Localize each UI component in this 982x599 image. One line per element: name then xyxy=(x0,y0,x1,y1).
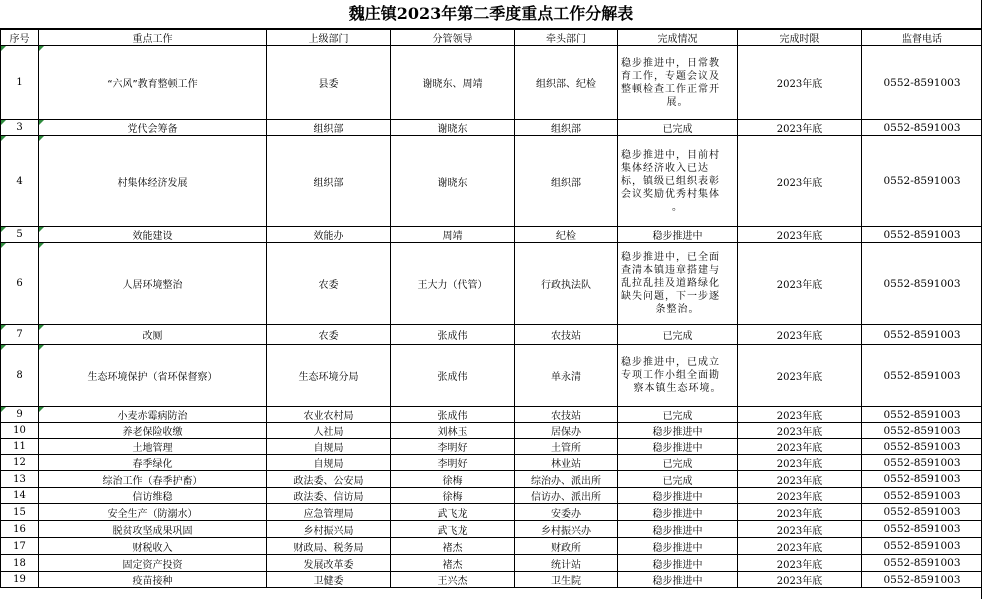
cell-phone[interactable]: 0552-8591003 xyxy=(862,46,982,120)
cell-no[interactable]: 11 xyxy=(1,439,39,455)
cell-task[interactable]: 固定资产投资 xyxy=(39,555,267,572)
cell-no[interactable]: 9 xyxy=(1,407,39,423)
cell-lead[interactable]: 组织部、纪检 xyxy=(515,46,618,120)
cell-no[interactable]: 12 xyxy=(1,455,39,471)
cell-lead[interactable]: 林业站 xyxy=(515,455,618,471)
cell-dept[interactable]: 政法委、公安局 xyxy=(267,471,391,488)
status-line: 稳步推进中，已成立 xyxy=(621,357,720,368)
status-line: 稳步推进中，日常教 xyxy=(621,57,720,69)
cell-leader[interactable]: 王大力（代管） xyxy=(391,243,515,325)
cell-no[interactable]: 10 xyxy=(1,423,39,439)
cell-lead[interactable]: 农技站 xyxy=(515,325,618,345)
cell-deadline[interactable]: 2023年底 xyxy=(738,120,862,136)
cell-no[interactable]: 7 xyxy=(1,325,39,345)
cell-deadline[interactable]: 2023年底 xyxy=(738,243,862,325)
cell-task[interactable]: 安全生产（防溺水） xyxy=(39,504,267,521)
cell-lead[interactable]: 卫生院 xyxy=(515,572,618,588)
cell-status[interactable]: 稳步推进中 xyxy=(618,439,738,455)
cell-lead[interactable]: 单永清 xyxy=(515,345,618,407)
work-table xyxy=(0,29,982,588)
table-row xyxy=(1,136,982,227)
header-cell[interactable]: 序号 xyxy=(1,30,39,46)
table-row xyxy=(1,243,982,325)
cell-no[interactable]: 19 xyxy=(1,572,39,588)
table-row xyxy=(1,46,982,120)
cell-leader[interactable]: 褚杰 xyxy=(391,555,515,572)
cell-dept[interactable]: 卫健委 xyxy=(267,572,391,588)
cell-status[interactable]: 稳步推进中 xyxy=(618,521,738,538)
cell-status[interactable]: 稳步推进中 xyxy=(618,423,738,439)
cell-dept[interactable]: 乡村振兴局 xyxy=(267,521,391,538)
table-row xyxy=(1,325,982,345)
cell-phone[interactable]: 0552-8591003 xyxy=(862,455,982,471)
cell-status[interactable]: 稳步推进中 xyxy=(618,504,738,521)
cell-task[interactable]: 效能建设 xyxy=(39,227,267,243)
cell-task[interactable]: 生态环境保护（省环保督察） xyxy=(39,345,267,407)
status-line: 察本镇生态环境。 xyxy=(633,383,722,394)
cell-dept[interactable]: 农委 xyxy=(267,243,391,325)
status-line: 条整治。 xyxy=(655,304,700,315)
cell-status[interactable]: 稳步推进中 xyxy=(618,572,738,588)
cell-lead[interactable]: 乡村振兴办 xyxy=(515,521,618,538)
cell-deadline[interactable]: 2023年底 xyxy=(738,345,862,407)
cell-dept[interactable]: 效能办 xyxy=(267,227,391,243)
status-line: 整顿检查工作正常开 xyxy=(621,83,720,95)
status-line: 稳步推进中，目前村 xyxy=(621,149,720,161)
cell-phone[interactable]: 0552-8591003 xyxy=(862,504,982,521)
cell-status[interactable] xyxy=(618,136,738,227)
cell-phone[interactable]: 0552-8591003 xyxy=(862,572,982,588)
cell-phone[interactable]: 0552-8591003 xyxy=(862,345,982,407)
header-cell[interactable]: 监督电话 xyxy=(862,30,982,46)
cell-leader[interactable]: 张成伟 xyxy=(391,345,515,407)
cell-leader[interactable]: 张成伟 xyxy=(391,325,515,345)
cell-task[interactable]: 疫苗接种 xyxy=(39,572,267,588)
cell-lead[interactable]: 统计站 xyxy=(515,555,618,572)
cell-phone[interactable]: 0552-8591003 xyxy=(862,136,982,227)
cell-no[interactable]: 6 xyxy=(1,243,39,325)
cell-no[interactable]: 4 xyxy=(1,136,39,227)
cell-status[interactable]: 稳步推进中 xyxy=(618,555,738,572)
cell-dept[interactable]: 财政局、税务局 xyxy=(267,538,391,555)
table-row xyxy=(1,407,982,423)
cell-no[interactable]: 17 xyxy=(1,538,39,555)
cell-deadline[interactable]: 2023年底 xyxy=(738,227,862,243)
cell-leader[interactable]: 张成伟 xyxy=(391,407,515,423)
table-row xyxy=(1,227,982,243)
cell-lead[interactable]: 农技站 xyxy=(515,407,618,423)
cell-phone[interactable]: 0552-8591003 xyxy=(862,423,982,439)
cell-dept[interactable]: 县委 xyxy=(267,46,391,120)
cell-deadline[interactable]: 2023年底 xyxy=(738,136,862,227)
cell-task[interactable]: 小麦赤霉病防治 xyxy=(39,407,267,423)
table-row xyxy=(1,521,982,538)
cell-status[interactable] xyxy=(618,243,738,325)
table-row xyxy=(1,439,982,455)
cell-phone[interactable]: 0552-8591003 xyxy=(862,120,982,136)
cell-status[interactable] xyxy=(618,345,738,407)
status-line: 育工作，专题会议及 xyxy=(621,70,720,82)
cell-dept[interactable]: 人社局 xyxy=(267,423,391,439)
cell-lead[interactable]: 纪检 xyxy=(515,227,618,243)
cell-no[interactable]: 5 xyxy=(1,227,39,243)
table-row xyxy=(1,423,982,439)
cell-status[interactable]: 稳步推进中 xyxy=(618,538,738,555)
cell-phone[interactable]: 0552-8591003 xyxy=(862,488,982,504)
cell-no[interactable]: 1 xyxy=(1,46,39,120)
cell-status[interactable]: 稳步推进中 xyxy=(618,227,738,243)
cell-no[interactable]: 13 xyxy=(1,471,39,488)
cell-lead[interactable]: 组织部 xyxy=(515,136,618,227)
cell-lead[interactable]: 组织部 xyxy=(515,120,618,136)
cell-phone[interactable]: 0552-8591003 xyxy=(862,407,982,423)
status-line: 缺失问题，下一步逐 xyxy=(621,291,720,302)
cell-leader[interactable]: 谢晓东、周靖 xyxy=(391,46,515,120)
cell-deadline[interactable]: 2023年底 xyxy=(738,572,862,588)
table-row xyxy=(1,488,982,504)
cell-leader[interactable]: 徐梅 xyxy=(391,471,515,488)
cell-dept[interactable]: 政法委、信访局 xyxy=(267,488,391,504)
cell-task[interactable]: 村集体经济发展 xyxy=(39,136,267,227)
cell-status[interactable]: 已完成 xyxy=(618,407,738,423)
cell-task[interactable]: 信访维稳 xyxy=(39,488,267,504)
cell-dept[interactable]: 自规局 xyxy=(267,439,391,455)
cell-deadline[interactable]: 2023年底 xyxy=(738,423,862,439)
cell-leader[interactable]: 武飞龙 xyxy=(391,504,515,521)
cell-status[interactable]: 已完成 xyxy=(618,471,738,488)
cell-task[interactable]: 养老保险收缴 xyxy=(39,423,267,439)
table-row xyxy=(1,504,982,521)
cell-deadline[interactable]: 2023年底 xyxy=(738,555,862,572)
cell-dept[interactable]: 农业农村局 xyxy=(267,407,391,423)
cell-lead[interactable]: 安委办 xyxy=(515,504,618,521)
cell-deadline[interactable]: 2023年底 xyxy=(738,504,862,521)
cell-task[interactable]: 脱贫攻坚成果巩固 xyxy=(39,521,267,538)
cell-leader[interactable]: 谢晓东 xyxy=(391,136,515,227)
table-row xyxy=(1,555,982,572)
cell-leader[interactable]: 刘林玉 xyxy=(391,423,515,439)
cell-task[interactable]: 土地管理 xyxy=(39,439,267,455)
cell-leader[interactable]: 徐梅 xyxy=(391,488,515,504)
table-row xyxy=(1,572,982,588)
cell-phone[interactable]: 0552-8591003 xyxy=(862,538,982,555)
cell-deadline[interactable]: 2023年底 xyxy=(738,538,862,555)
status-line: 。 xyxy=(672,201,683,213)
cell-lead[interactable]: 信访办、派出所 xyxy=(515,488,618,504)
header-row xyxy=(1,30,982,46)
cell-no[interactable]: 16 xyxy=(1,521,39,538)
cell-dept[interactable]: 自规局 xyxy=(267,455,391,471)
cell-leader[interactable]: 李明好 xyxy=(391,455,515,471)
header-cell[interactable]: 完成时限 xyxy=(738,30,862,46)
header-cell[interactable]: 分管领导 xyxy=(391,30,515,46)
cell-phone[interactable]: 0552-8591003 xyxy=(862,555,982,572)
cell-deadline[interactable]: 2023年底 xyxy=(738,471,862,488)
cell-task[interactable]: 人居环境整治 xyxy=(39,243,267,325)
cell-lead[interactable]: 综治办、派出所 xyxy=(515,471,618,488)
cell-no[interactable]: 18 xyxy=(1,555,39,572)
status-line: 乱拉乱挂及道路绿化 xyxy=(621,278,720,289)
cell-deadline[interactable]: 2023年底 xyxy=(738,439,862,455)
cell-task[interactable]: 党代会筹备 xyxy=(39,120,267,136)
cell-leader[interactable]: 李明好 xyxy=(391,439,515,455)
cell-no[interactable]: 14 xyxy=(1,488,39,504)
status-line: 专项工作小组全面勘 xyxy=(621,370,720,381)
cell-phone[interactable]: 0552-8591003 xyxy=(862,325,982,345)
cell-task[interactable]: 财税收入 xyxy=(39,538,267,555)
cell-deadline[interactable]: 2023年底 xyxy=(738,325,862,345)
cell-phone[interactable]: 0552-8591003 xyxy=(862,243,982,325)
cell-dept[interactable]: 组织部 xyxy=(267,120,391,136)
cell-deadline[interactable]: 2023年底 xyxy=(738,521,862,538)
cell-lead[interactable]: 居保办 xyxy=(515,423,618,439)
cell-lead[interactable]: 土管所 xyxy=(515,439,618,455)
cell-no[interactable]: 8 xyxy=(1,345,39,407)
status-line: 展。 xyxy=(666,96,689,108)
cell-no[interactable]: 15 xyxy=(1,504,39,521)
cell-lead[interactable]: 财政所 xyxy=(515,538,618,555)
cell-phone[interactable]: 0552-8591003 xyxy=(862,227,982,243)
table-row xyxy=(1,345,982,407)
cell-task[interactable]: 综治工作（春季护畜） xyxy=(39,471,267,488)
cell-phone[interactable]: 0552-8591003 xyxy=(862,521,982,538)
cell-status[interactable]: 已完成 xyxy=(618,455,738,471)
status-line: 查清本镇违章搭建与 xyxy=(621,265,720,276)
cell-dept[interactable]: 应急管理局 xyxy=(267,504,391,521)
cell-status[interactable]: 已完成 xyxy=(618,325,738,345)
status-line: 稳步推进中，已全面 xyxy=(621,252,720,263)
header-cell[interactable]: 牵头部门 xyxy=(515,30,618,46)
sheet-title: 魏庄镇2023年第二季度重点工作分解表 xyxy=(0,0,982,29)
cell-leader[interactable]: 王兴杰 xyxy=(391,572,515,588)
table-row xyxy=(1,471,982,488)
cell-leader[interactable]: 谢晓东 xyxy=(391,120,515,136)
cell-status[interactable]: 稳步推进中 xyxy=(618,488,738,504)
header-cell[interactable]: 上级部门 xyxy=(267,30,391,46)
cell-deadline[interactable]: 2023年底 xyxy=(738,488,862,504)
cell-leader[interactable]: 褚杰 xyxy=(391,538,515,555)
status-line: 标，镇级已组织表彰 xyxy=(621,175,720,187)
cell-task[interactable]: 改厕 xyxy=(39,325,267,345)
cell-task[interactable]: “六风”教育整顿工作 xyxy=(39,46,267,120)
cell-leader[interactable]: 武飞龙 xyxy=(391,521,515,538)
cell-no[interactable]: 3 xyxy=(1,120,39,136)
cell-status[interactable]: 已完成 xyxy=(618,120,738,136)
table-row xyxy=(1,455,982,471)
cell-deadline[interactable]: 2023年底 xyxy=(738,455,862,471)
cell-status[interactable] xyxy=(618,46,738,120)
cell-dept[interactable]: 农委 xyxy=(267,325,391,345)
header-cell[interactable]: 完成情况 xyxy=(618,30,738,46)
cell-phone[interactable]: 0552-8591003 xyxy=(862,439,982,455)
cell-dept[interactable]: 生态环境分局 xyxy=(267,345,391,407)
cell-phone[interactable]: 0552-8591003 xyxy=(862,471,982,488)
cell-lead[interactable]: 行政执法队 xyxy=(515,243,618,325)
cell-deadline[interactable]: 2023年底 xyxy=(738,46,862,120)
table-row xyxy=(1,538,982,555)
table-row xyxy=(1,120,982,136)
header-cell[interactable]: 重点工作 xyxy=(39,30,267,46)
cell-dept[interactable]: 组织部 xyxy=(267,136,391,227)
status-line: 会议奖励优秀村集体 xyxy=(621,188,720,200)
cell-dept[interactable]: 发展改革委 xyxy=(267,555,391,572)
cell-task[interactable]: 春季绿化 xyxy=(39,455,267,471)
cell-leader[interactable]: 周靖 xyxy=(391,227,515,243)
status-line: 集体经济收入已达 xyxy=(621,162,709,174)
cell-deadline[interactable]: 2023年底 xyxy=(738,407,862,423)
